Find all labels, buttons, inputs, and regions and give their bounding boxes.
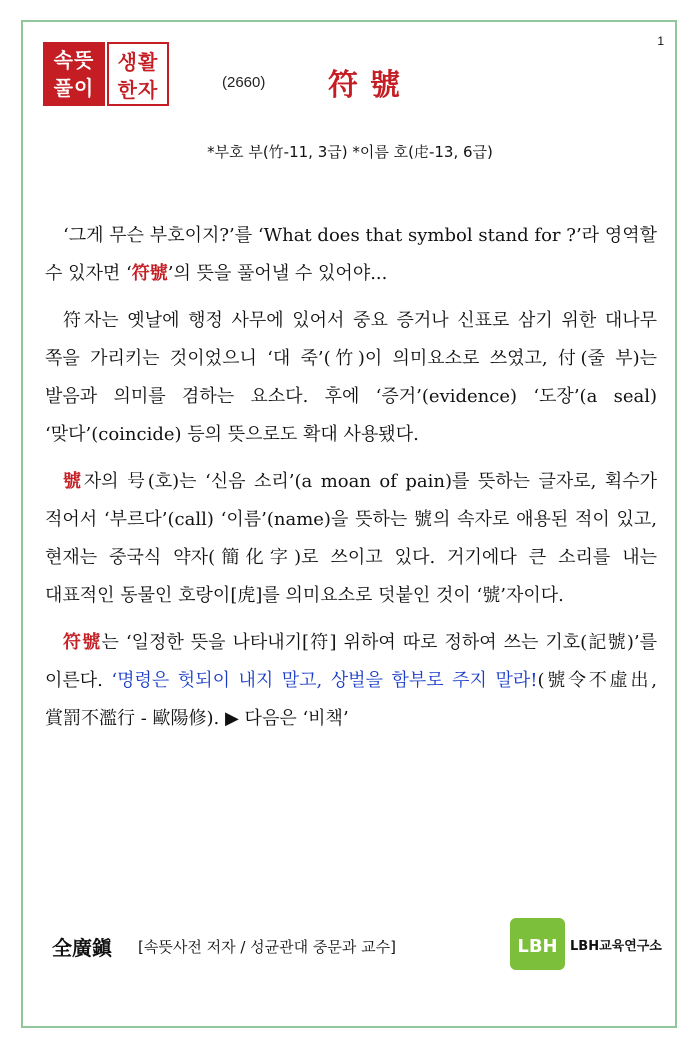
paragraph-4 <box>45 624 657 738</box>
character-info: *부호 부(竹-11, 3급) *이름 호(虍-13, 6급) <box>207 143 493 161</box>
author-name: 全廣鎭 <box>52 936 112 960</box>
article-number: (2660) <box>222 74 266 91</box>
paragraph-3 <box>45 463 657 615</box>
paragraph-4-highlight: 符號 <box>63 632 102 653</box>
logo-left-text: 속뜻 풀이 <box>43 42 105 106</box>
paragraph-3-highlight: 號 <box>63 471 84 492</box>
series-logo <box>43 42 169 106</box>
paragraph-2: 符자는 옛날에 행정 사무에 있어서 중요 증거나 신표로 삼기 위한 대나무 쪽을 가리키는 것이었으니 ‘대 죽’(竹)이 의미요소로 쓰였고, 付(줄 부)는 발음과 의미를 겸하는 요소다. 후에 ‘증거’(evidence) ‘도장’(a seal) ‘맞다’(coincide) 등의 뜻으로도 확대 사용됐다. <box>45 310 657 445</box>
author-note: [속뜻사전 저자 / 성균관대 중문과 교수] <box>138 938 396 956</box>
article-body <box>45 217 657 747</box>
institute-logo-icon <box>510 918 565 970</box>
paragraph-4-text-a: 는 ‘일정한 뜻을 나타내기[符] 위하여 따로 정하여 쓰는 기호(記號)’를 이른다. <box>45 632 658 691</box>
paragraph-1-text-a: ‘그게 무슨 부호이지?’를 ‘What does that symbol stand for ?’라 영역할 수 있자면 ‘ <box>45 225 657 284</box>
paragraph-3-text: 자의 号(호)는 ‘신음 소리’(a moan of pain)를 뜻하는 글자로, 획수가 적어서 ‘부르다’(call) ‘이름’(name)을 뜻하는 號의 속자로 애용된 적이 있고, 현재는 중국식 약자(簡化字)로 쓰이고 있다. 거기에다 큰 소리를 내는 대표적인 동물인 호랑이[虎]를 의미요소로 덧붙인 것이 ‘號’자이다. <box>45 471 658 606</box>
institute-logo-text: LBH <box>517 936 558 957</box>
paragraph-1 <box>45 217 657 293</box>
paragraph-4-quote: ‘명령은 헛되이 내지 말고, 상벌을 함부로 주지 말라! <box>111 670 538 691</box>
institute-name: LBH교육연구소 <box>570 939 662 954</box>
article-title: 符號 <box>328 68 412 103</box>
paragraph-1-highlight: 符號 <box>131 263 168 284</box>
paragraph-1-text-b: ’의 뜻을 풀어낼 수 있어야... <box>167 263 388 284</box>
page-number: 1 <box>657 34 664 48</box>
paragraph-4-text-b: (號令不虛出, 賞罰不濫行 - 歐陽修). ▶ 다음은 ‘비책’ <box>45 670 657 729</box>
logo-right-text: 생활 한자 <box>107 42 169 106</box>
